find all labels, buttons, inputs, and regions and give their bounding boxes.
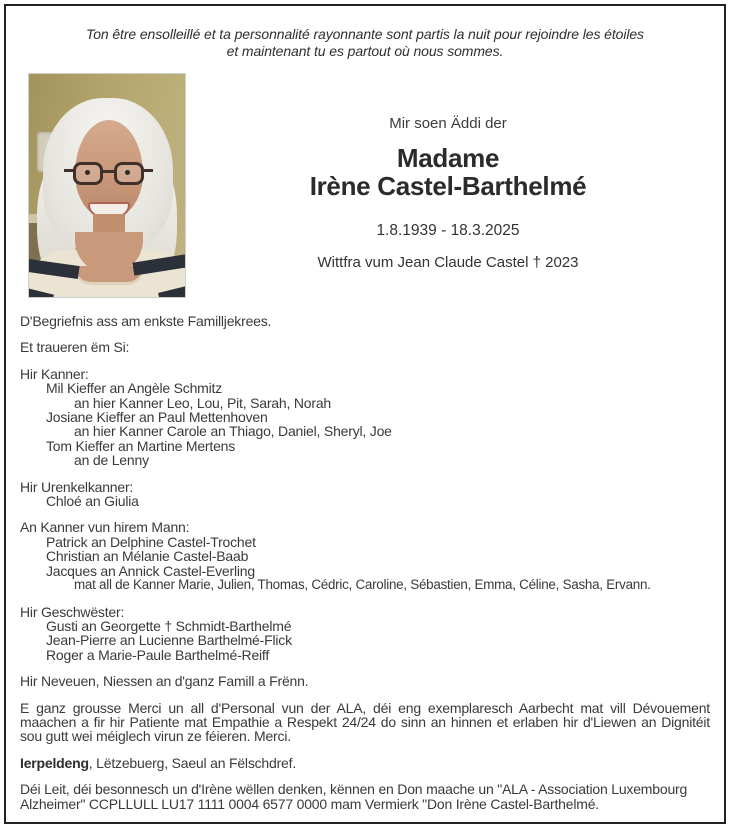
- location-line: [20, 756, 710, 770]
- obituary-notice: [4, 4, 726, 824]
- section-great-grandchildren: [20, 480, 710, 509]
- header-section: [20, 73, 710, 298]
- family-line: Roger a Marie-Paule Barthelmé-Reiff: [46, 646, 270, 663]
- notice-body: [20, 314, 710, 811]
- relatives-line: Hir Neveuen, Niessen an d'ganz Famill a Frënn.: [20, 673, 309, 690]
- family-line: Tom Kieffer an Martine Mertens: [46, 437, 236, 454]
- family-line: Mil Kieffer an Angèle Schmitz: [46, 380, 223, 397]
- family-line: an hier Kanner Carole an Thiago, Daniel, Sheryl, Joe: [74, 423, 392, 440]
- deceased-title: Madame: [396, 143, 500, 173]
- family-line: an hier Kanner Leo, Lou, Pit, Sarah, Norah: [74, 394, 331, 411]
- farewell-intro: Mir soen Äddi der: [389, 115, 507, 132]
- photo-glasses-bridge: [102, 170, 115, 173]
- header-text-block: [186, 73, 710, 298]
- section-siblings: [20, 605, 710, 663]
- family-line: Gusti an Georgette † Schmidt-Barthelmé: [46, 617, 292, 634]
- family-line: Christian an Mélanie Castel-Baab: [46, 548, 249, 565]
- deceased-name: Irène Castel-Barthelmé: [309, 171, 587, 201]
- mourning-intro: Et traueren ëm Si:: [20, 339, 130, 356]
- family-line: mat all de Kanner Marie, Julien, Thomas, Cédric, Caroline, Sébastien, Emma, Céline, Sasha, Ervann.: [74, 577, 651, 593]
- photo-eye-left: [85, 170, 90, 175]
- memorial-quote: [20, 26, 710, 59]
- family-line: an de Lenny: [74, 452, 149, 469]
- section-heading: Hir Geschwëster:: [20, 603, 125, 620]
- section-children: [20, 367, 710, 468]
- family-line: Jacques an Annick Castel-Everling: [46, 562, 255, 579]
- photo-glasses-temple-right: [143, 169, 153, 172]
- donation-paragraph: Déi Leit, déi besonnesch un d'Irène wëllen denken, kënnen en Don maache un "ALA - Association Luxembourg Alzheimer" CCPLLULL LU17 1111 0004 6577 0000 mam Vermierk "Don Irène Castel-Barthelmé.: [20, 781, 688, 812]
- location-name: Ierpeldeng: [20, 754, 89, 771]
- section-heading: An Kanner vun hirem Mann:: [20, 519, 190, 536]
- portrait-photo: [28, 73, 186, 298]
- funeral-notice: D'Begriefnis ass am enkste Familljekrees.: [20, 313, 272, 329]
- section-heading: Hir Kanner:: [20, 365, 89, 382]
- section-husbands-children: [20, 520, 710, 592]
- memorial-quote-line1: Ton être ensolleillé et ta personnalité rayonnante sont partis la nuit pour rejoindre les étoiles: [86, 26, 644, 42]
- memorial-quote-line2: et maintenant tu es partout où nous sommes.: [226, 42, 504, 59]
- family-line: Josiane Kieffer an Paul Mettenhoven: [46, 409, 268, 426]
- family-line: Chloé an Giulia: [46, 493, 139, 510]
- section-heading: Hir Urenkelkanner:: [20, 478, 134, 495]
- family-line: Patrick an Delphine Castel-Trochet: [46, 533, 256, 550]
- widow-line: Wittfra vum Jean Claude Castel † 2023: [317, 254, 579, 271]
- life-dates: 1.8.1939 - 18.3.2025: [376, 222, 520, 239]
- photo-eye-right: [125, 170, 130, 175]
- location-rest: , Lëtzebuerg, Saeul an Fëlschdref.: [88, 754, 297, 771]
- thanks-paragraph: E ganz grousse Merci un all d'Personal vun der ALA, déi eng exemplaresch Aarbecht mat vill Dévouement maachen a fir hir Patiente mat Empathie a Respekt 24/24 do sinn an hinnen et erlaben hir d'Liewen an Dignitéit sou gutt wei méiglech virun ze féieren. Merci.: [20, 699, 710, 745]
- family-line: Jean-Pierre an Lucienne Barthelmé-Flick: [46, 632, 292, 649]
